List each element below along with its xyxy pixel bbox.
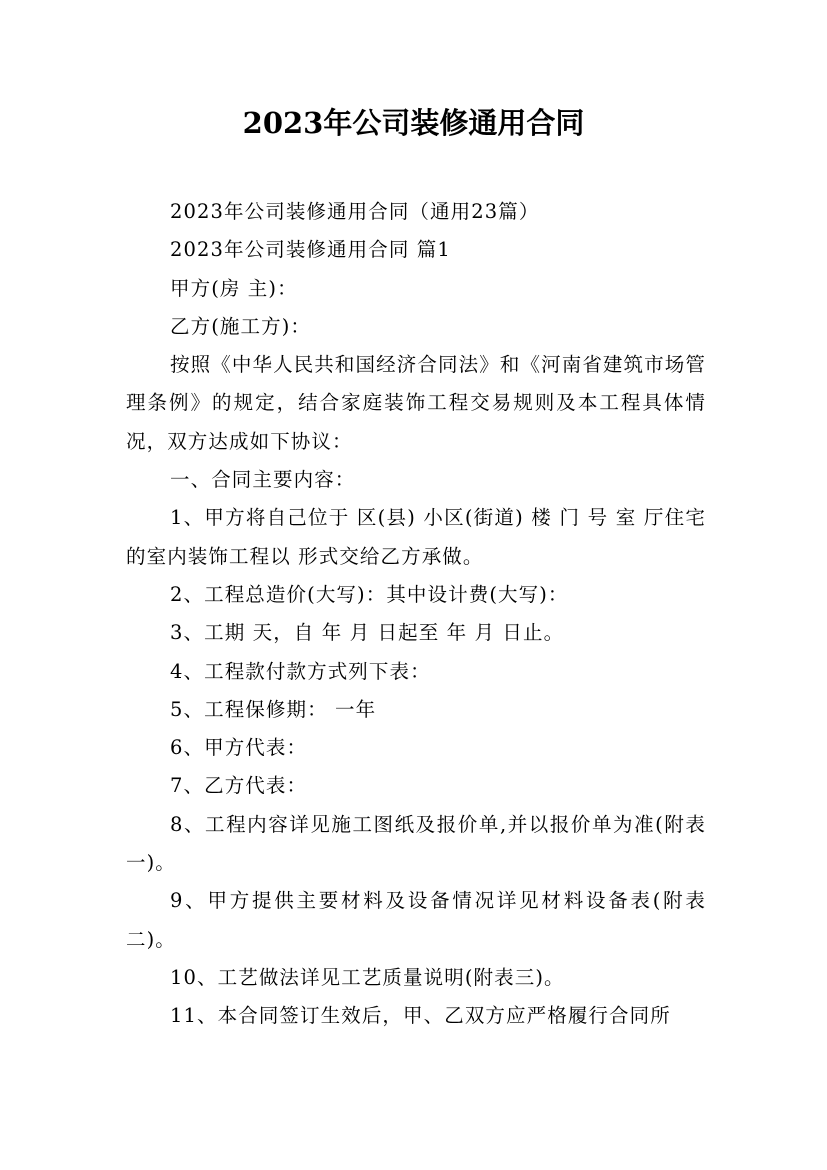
paragraph-clause-4: 4、工程款付款方式列下表： [170, 659, 431, 683]
paragraph-clause-9: 9、甲方提供主要材料及设备情况详见材料设备表(附表二)。 [126, 889, 706, 951]
paragraph-section-1: 一、合同主要内容： [170, 468, 356, 492]
paragraph-clause-3: 3、工期 天，自 年 月 日起至 年 月 日止。 [170, 621, 565, 645]
paragraph-clause-2: 2、工程总造价(大写)：其中设计费(大写)： [170, 582, 569, 606]
paragraph-party-b: 乙方(施工方)： [170, 314, 312, 338]
paragraph-heading: 2023年公司装修通用合同（通用23篇） [170, 200, 540, 223]
paragraph-clause-6: 6、甲方代表： [170, 736, 308, 760]
paragraph-preamble: 按照《中华人民共和国经济合同法》和《河南省建筑市场管理条例》的规定，结合家庭装饰工程交易规则及本工程具体情况，双方达成如下协议： [126, 353, 706, 453]
paragraph-clause-8: 8、工程内容详见施工图纸及报价单,并以报价单为准(附表一)。 [126, 812, 706, 875]
paragraph-clause-5: 5、工程保修期： 一年 [170, 697, 377, 721]
paragraph-clause-1: 1、甲方将自己位于 区(县) 小区(街道) 楼 门 号 室 厅住宅的室内装饰工程以 形式交给乙方承做。 [126, 506, 706, 568]
document-title: 2023年公司装修通用合同 [242, 106, 585, 140]
document-body [126, 193, 706, 1036]
paragraph-article-title: 2023年公司装修通用合同 篇1 [170, 238, 451, 262]
paragraph-clause-7: 7、乙方代表： [170, 774, 308, 798]
paragraph-clause-11: 11、本合同签订生效后，甲、乙双方应严格履行合同所 [170, 1004, 671, 1028]
paragraph-clause-10: 10、工艺做法详见工艺质量说明(附表三)。 [170, 965, 565, 989]
paragraph-party-a: 甲方(房 主)： [170, 276, 298, 300]
